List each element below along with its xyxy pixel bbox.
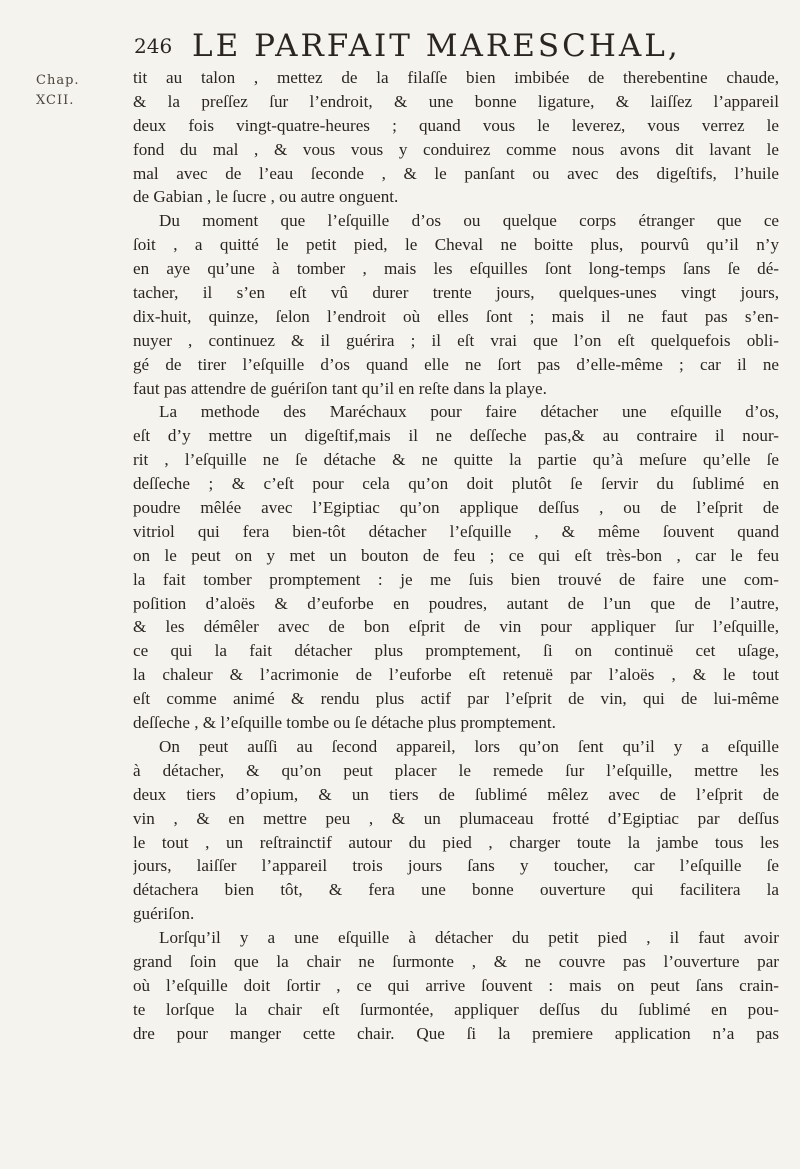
text-line: nuyer , continuez & il guérira ; il eſt vrai que l’on eſt quelquefois obli- [133, 330, 779, 350]
text-line: guériſon. [133, 904, 195, 924]
text-line: deſſeche , & l’eſquille tombe ou ſe détache plus promptement. [133, 713, 556, 733]
text-line: rit , l’eſquille ne ſe détache & ne quitte la partie qu’à meſure qu’elle ſe [133, 450, 779, 470]
text-line: de Gabian , le ſucre , ou autre onguent. [133, 187, 399, 207]
margin-note-line: XCII. [36, 93, 75, 108]
text-line: La methode des Maréchaux pour faire détacher une eſquille d’os, [159, 402, 779, 422]
text-line: ce qui la fait détacher plus promptement, ſi on continuë cet uſage, [133, 641, 779, 661]
text-line: poudre mêlée avec l’Egiptiac qu’on applique deſſus , ou de l’eſprit de [133, 498, 779, 518]
page-header [134, 28, 760, 68]
text-line: eſt d’y mettre un digeſtif,mais il ne deſſeche pas,& au contraire il nour- [133, 426, 779, 446]
text-line: dix-huit, quinze, ſelon l’endroit où elles ſont ; mais il ne faut pas s’en- [133, 306, 779, 326]
text-line: on le peut on y met un bouton de feu ; ce qui eſt très-bon , car le feu [133, 545, 779, 565]
text-line: eſt comme animé & rendu plus actif par l’eſprit de vin, qui de lui-même [133, 689, 779, 709]
text-line: tacher, il s’en eſt vû durer trente jours, quelques-unes vingt jours, [133, 283, 779, 303]
text-line: dre pour manger cette chair. Que ſi la premiere application n’a pas [133, 1023, 779, 1043]
text-line: à détacher, & qu’on peut placer le remede ſur l’eſquille, mettre les [133, 760, 779, 780]
body-text [133, 66, 779, 1046]
page-number: 246 [134, 34, 173, 58]
text-line: & les démêler avec de bon eſprit de vin pour appliquer ſur l’eſquille, [133, 617, 779, 637]
text-line: Du moment que l’eſquille d’os ou quelque corps étranger que ce [159, 211, 779, 231]
chapter-margin-note [36, 71, 80, 111]
text-line: mal avec de l’eau ſeconde , & le panſant ou avec des digeſtifs, l’huile [133, 163, 779, 183]
text-line: tit au talon , mettez de la filaſſe bien imbibée de therebentine chaude, [133, 68, 779, 87]
text-line: & la preſſez ſur l’endroit, & une bonne ligature, & laiſſez l’appareil [133, 91, 779, 111]
text-line: la chaleur & l’acrimonie de l’euforbe eſt retenuë par l’aloës , & le tout [133, 665, 779, 685]
text-line: gé de tirer l’eſquille d’os quand elle ne ſort pas d’elle-même ; car il ne [133, 354, 779, 374]
running-title: LE PARFAIT MARESCHAL, [192, 28, 681, 64]
text-line: grand ſoin que la chair ne ſurmonte , & ne couvre pas l’ouverture par [133, 951, 779, 971]
text-line: fond du mal , & vous vous y conduirez comme nous avons dit lavant le [133, 139, 779, 159]
text-line: détachera bien tôt, & fera une bonne ouverture qui facilitera la [133, 880, 779, 900]
text-line: deux fois vingt-quatre-heures ; quand vous le leverez, vous verrez le [133, 115, 779, 135]
text-line: vitriol qui fera bien-tôt détacher l’eſquille , & même ſouvent quand [133, 521, 779, 541]
text-line: Lorſqu’il y a une eſquille à détacher du petit pied , il faut avoir [159, 928, 779, 948]
text-line: deſſeche ; & c’eſt pour cela qu’on doit plutôt ſe ſervir du ſublimé en [133, 474, 779, 494]
text-line: la fait tomber promptement : je me ſuis bien trouvé de faire une com- [133, 569, 779, 589]
text-line: faut pas attendre de guériſon tant qu’il en reſte dans la playe. [133, 378, 547, 398]
text-line: où l’eſquille doit ſortir , ce qui arrive ſouvent : mais on peut ſans crain- [133, 975, 779, 995]
text-line: jours, laiſſer l’appareil trois jours ſans y toucher, car l’eſquille ſe [133, 856, 779, 876]
text-line: On peut auſſi au ſecond appareil, lors qu’on ſent qu’il y a eſquille [159, 736, 779, 756]
text-line: le tout , un reſtrainctif autour du pied , charger toute la jambe tous les [133, 832, 779, 852]
margin-note-line: Chap. [36, 73, 80, 88]
text-line: en aye qu’une à tomber , mais les eſquilles ſont long-temps ſans ſe dé- [133, 259, 779, 279]
text-line: te lorſque la chair eſt ſurmontée, appliquer deſſus du ſublimé en pou- [133, 999, 779, 1019]
text-line: poſition d’aloës & d’euforbe en poudres, autant de l’un que de l’autre, [133, 593, 779, 613]
text-line: ſoit , a quitté le petit pied, le Cheval ne boitte plus, pourvû qu’il n’y [133, 235, 779, 255]
text-line: vin , & en mettre peu , & un plumaceau frotté d’Egiptiac par deſſus [133, 808, 779, 828]
text-line: deux tiers d’opium, & un tiers de ſublimé mêlez avec de l’eſprit de [133, 784, 779, 804]
